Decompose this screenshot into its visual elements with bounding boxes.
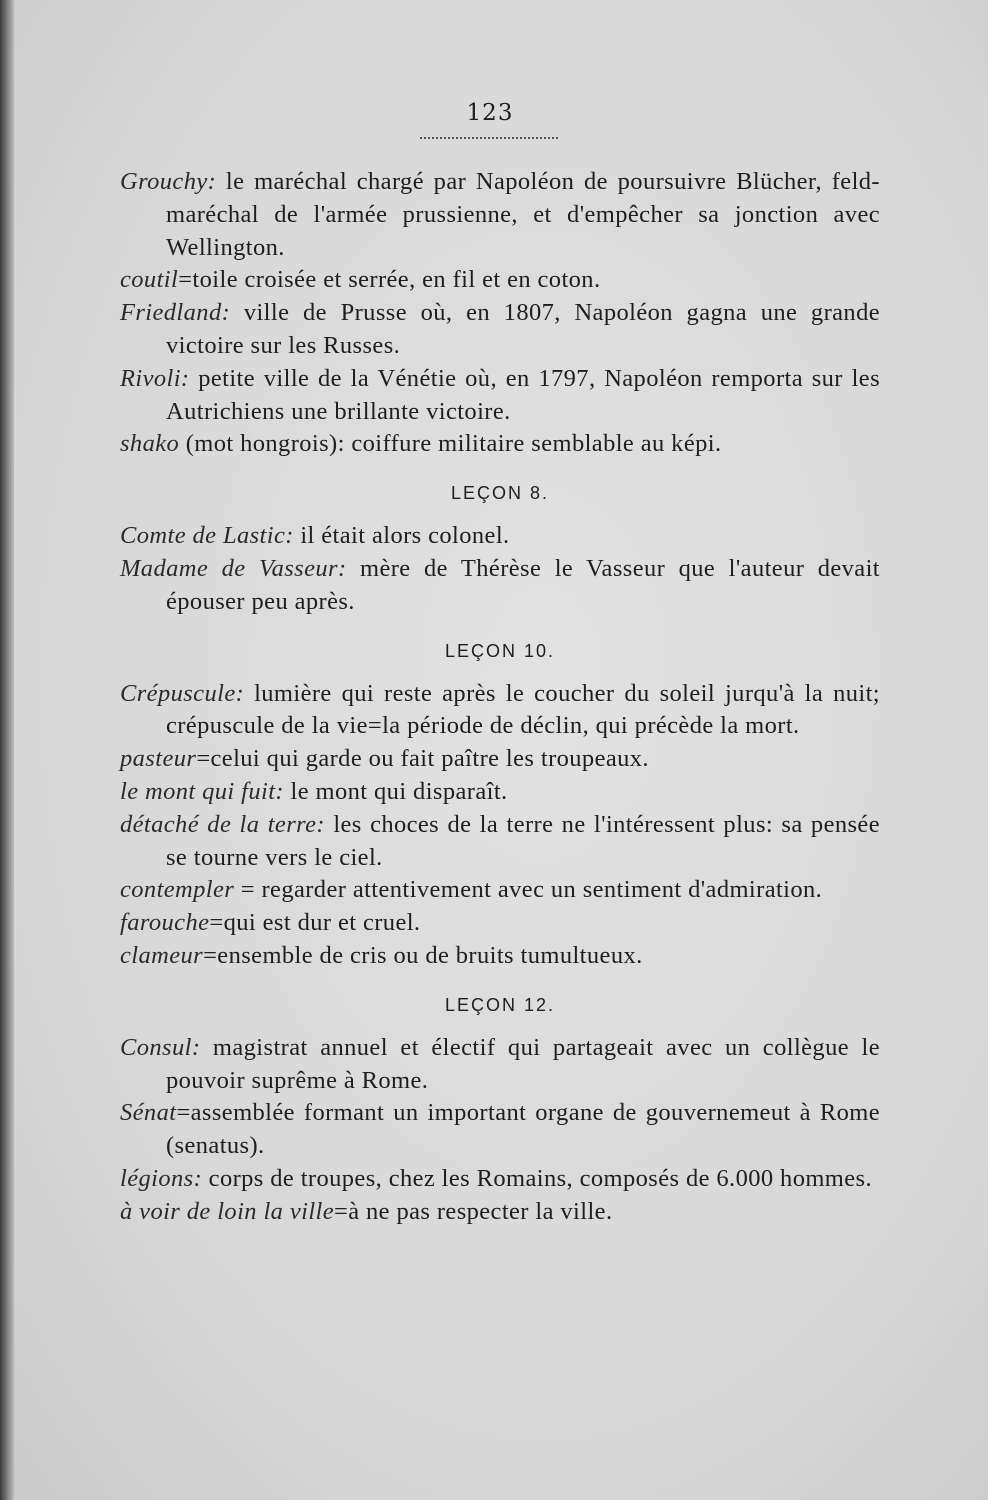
entry-term: Sénat bbox=[120, 1099, 177, 1127]
entry-definition: =qui est dur et cruel. bbox=[209, 909, 421, 937]
entry-term: Grouchy: bbox=[120, 168, 217, 195]
glossary bbox=[120, 166, 880, 1229]
glossary-entry bbox=[120, 553, 880, 619]
entry-definition: =celui qui garde ou fait paître les troupeaux. bbox=[196, 745, 649, 773]
entry-definition: le mont qui disparaît. bbox=[290, 777, 508, 805]
entry-definition: il était alors colonel. bbox=[300, 522, 510, 550]
glossary-entry bbox=[120, 776, 880, 809]
glossary-entry bbox=[120, 1196, 880, 1229]
glossary-entry bbox=[120, 264, 880, 297]
entry-term: shako bbox=[120, 430, 180, 458]
entry-definition: lumière qui reste après le coucher du soleil jurqu'à la nuit; crépuscule de la vie=la période de déclin, qui précède la mort. bbox=[166, 679, 880, 740]
entry-definition: ville de Prusse où, en 1807, Napoléon gagna une grande victoire sur les Russes. bbox=[166, 299, 880, 359]
entry-term: légions: bbox=[120, 1164, 203, 1192]
entry-term: pasteur bbox=[120, 745, 197, 773]
entry-definition: le maréchal chargé par Napoléon de poursuivre Blücher, feld-maréchal de l'armée prussienne, et d'empêcher sa jonction avec Wellington. bbox=[166, 168, 880, 261]
entry-term: à voir de loin la ville bbox=[120, 1197, 335, 1225]
entry-definition: les choces de la terre ne l'intéressent plus: sa pensée se tourne vers le ciel. bbox=[166, 810, 880, 871]
page-binding-edge bbox=[0, 0, 14, 1500]
glossary-entry bbox=[120, 809, 880, 875]
entry-definition: =assemblée formant un important organe de gouvernemeut à Rome (senatus). bbox=[166, 1099, 880, 1160]
glossary-entry bbox=[120, 940, 880, 973]
entry-term: le mont qui fuit: bbox=[120, 777, 284, 805]
entry-term: Madame de Vasseur: bbox=[120, 554, 347, 582]
entry-term: Consul: bbox=[120, 1033, 201, 1061]
glossary-entry bbox=[120, 166, 880, 264]
glossary-entry bbox=[120, 363, 880, 429]
entry-term: Crépuscule: bbox=[120, 679, 245, 707]
entry-term: contempler bbox=[120, 876, 235, 904]
header-rule bbox=[420, 137, 558, 139]
glossary-entry bbox=[120, 907, 880, 940]
entry-definition: = regarder attentivement avec un sentiment d'admiration. bbox=[240, 876, 823, 904]
page-number: 123 bbox=[466, 100, 514, 126]
entry-term: Friedland: bbox=[120, 299, 231, 327]
entry-definition: corps de troupes, chez les Romains, composés de 6.000 hommes. bbox=[208, 1164, 872, 1192]
entry-definition: (mot hongrois): coiffure militaire semblable au képi. bbox=[185, 430, 722, 458]
entry-definition: =toile croisée et serrée, en fil et en coton. bbox=[178, 266, 601, 294]
glossary-entry bbox=[120, 1163, 880, 1196]
entry-definition: magistrat annuel et électif qui partageait avec un collègue le pouvoir suprême à Rome. bbox=[166, 1033, 880, 1094]
glossary-entry bbox=[120, 678, 880, 744]
entry-definition: mère de Thérèse le Vasseur que l'auteur devait épouser peu après. bbox=[166, 554, 880, 615]
entry-term: coutil bbox=[120, 266, 179, 294]
entry-term: farouche bbox=[120, 909, 210, 937]
glossary-entry bbox=[120, 1032, 880, 1098]
glossary-entry bbox=[120, 297, 880, 363]
entry-definition: =ensemble de cris ou de bruits tumultueux. bbox=[203, 941, 643, 969]
entry-term: clameur bbox=[120, 941, 204, 969]
entry-definition: =à ne pas respecter la ville. bbox=[334, 1197, 613, 1225]
lesson-heading: LEÇON 10. bbox=[444, 640, 556, 661]
lesson-heading: LEÇON 8. bbox=[450, 483, 550, 504]
glossary-entry bbox=[120, 874, 880, 907]
glossary-entry bbox=[120, 428, 880, 461]
glossary-entry bbox=[120, 520, 880, 553]
entry-term: détaché de la terre: bbox=[120, 810, 325, 838]
entry-definition: petite ville de la Vénétie où, en 1797, Napoléon remporta sur les Autrichiens une brillante victoire. bbox=[166, 364, 881, 425]
lesson-heading: LEÇON 12. bbox=[444, 994, 556, 1015]
entry-term: Rivoli: bbox=[120, 364, 190, 392]
glossary-entry bbox=[120, 1097, 880, 1163]
entry-term: Comte de Lastic: bbox=[120, 522, 294, 550]
glossary-entry bbox=[120, 743, 880, 776]
